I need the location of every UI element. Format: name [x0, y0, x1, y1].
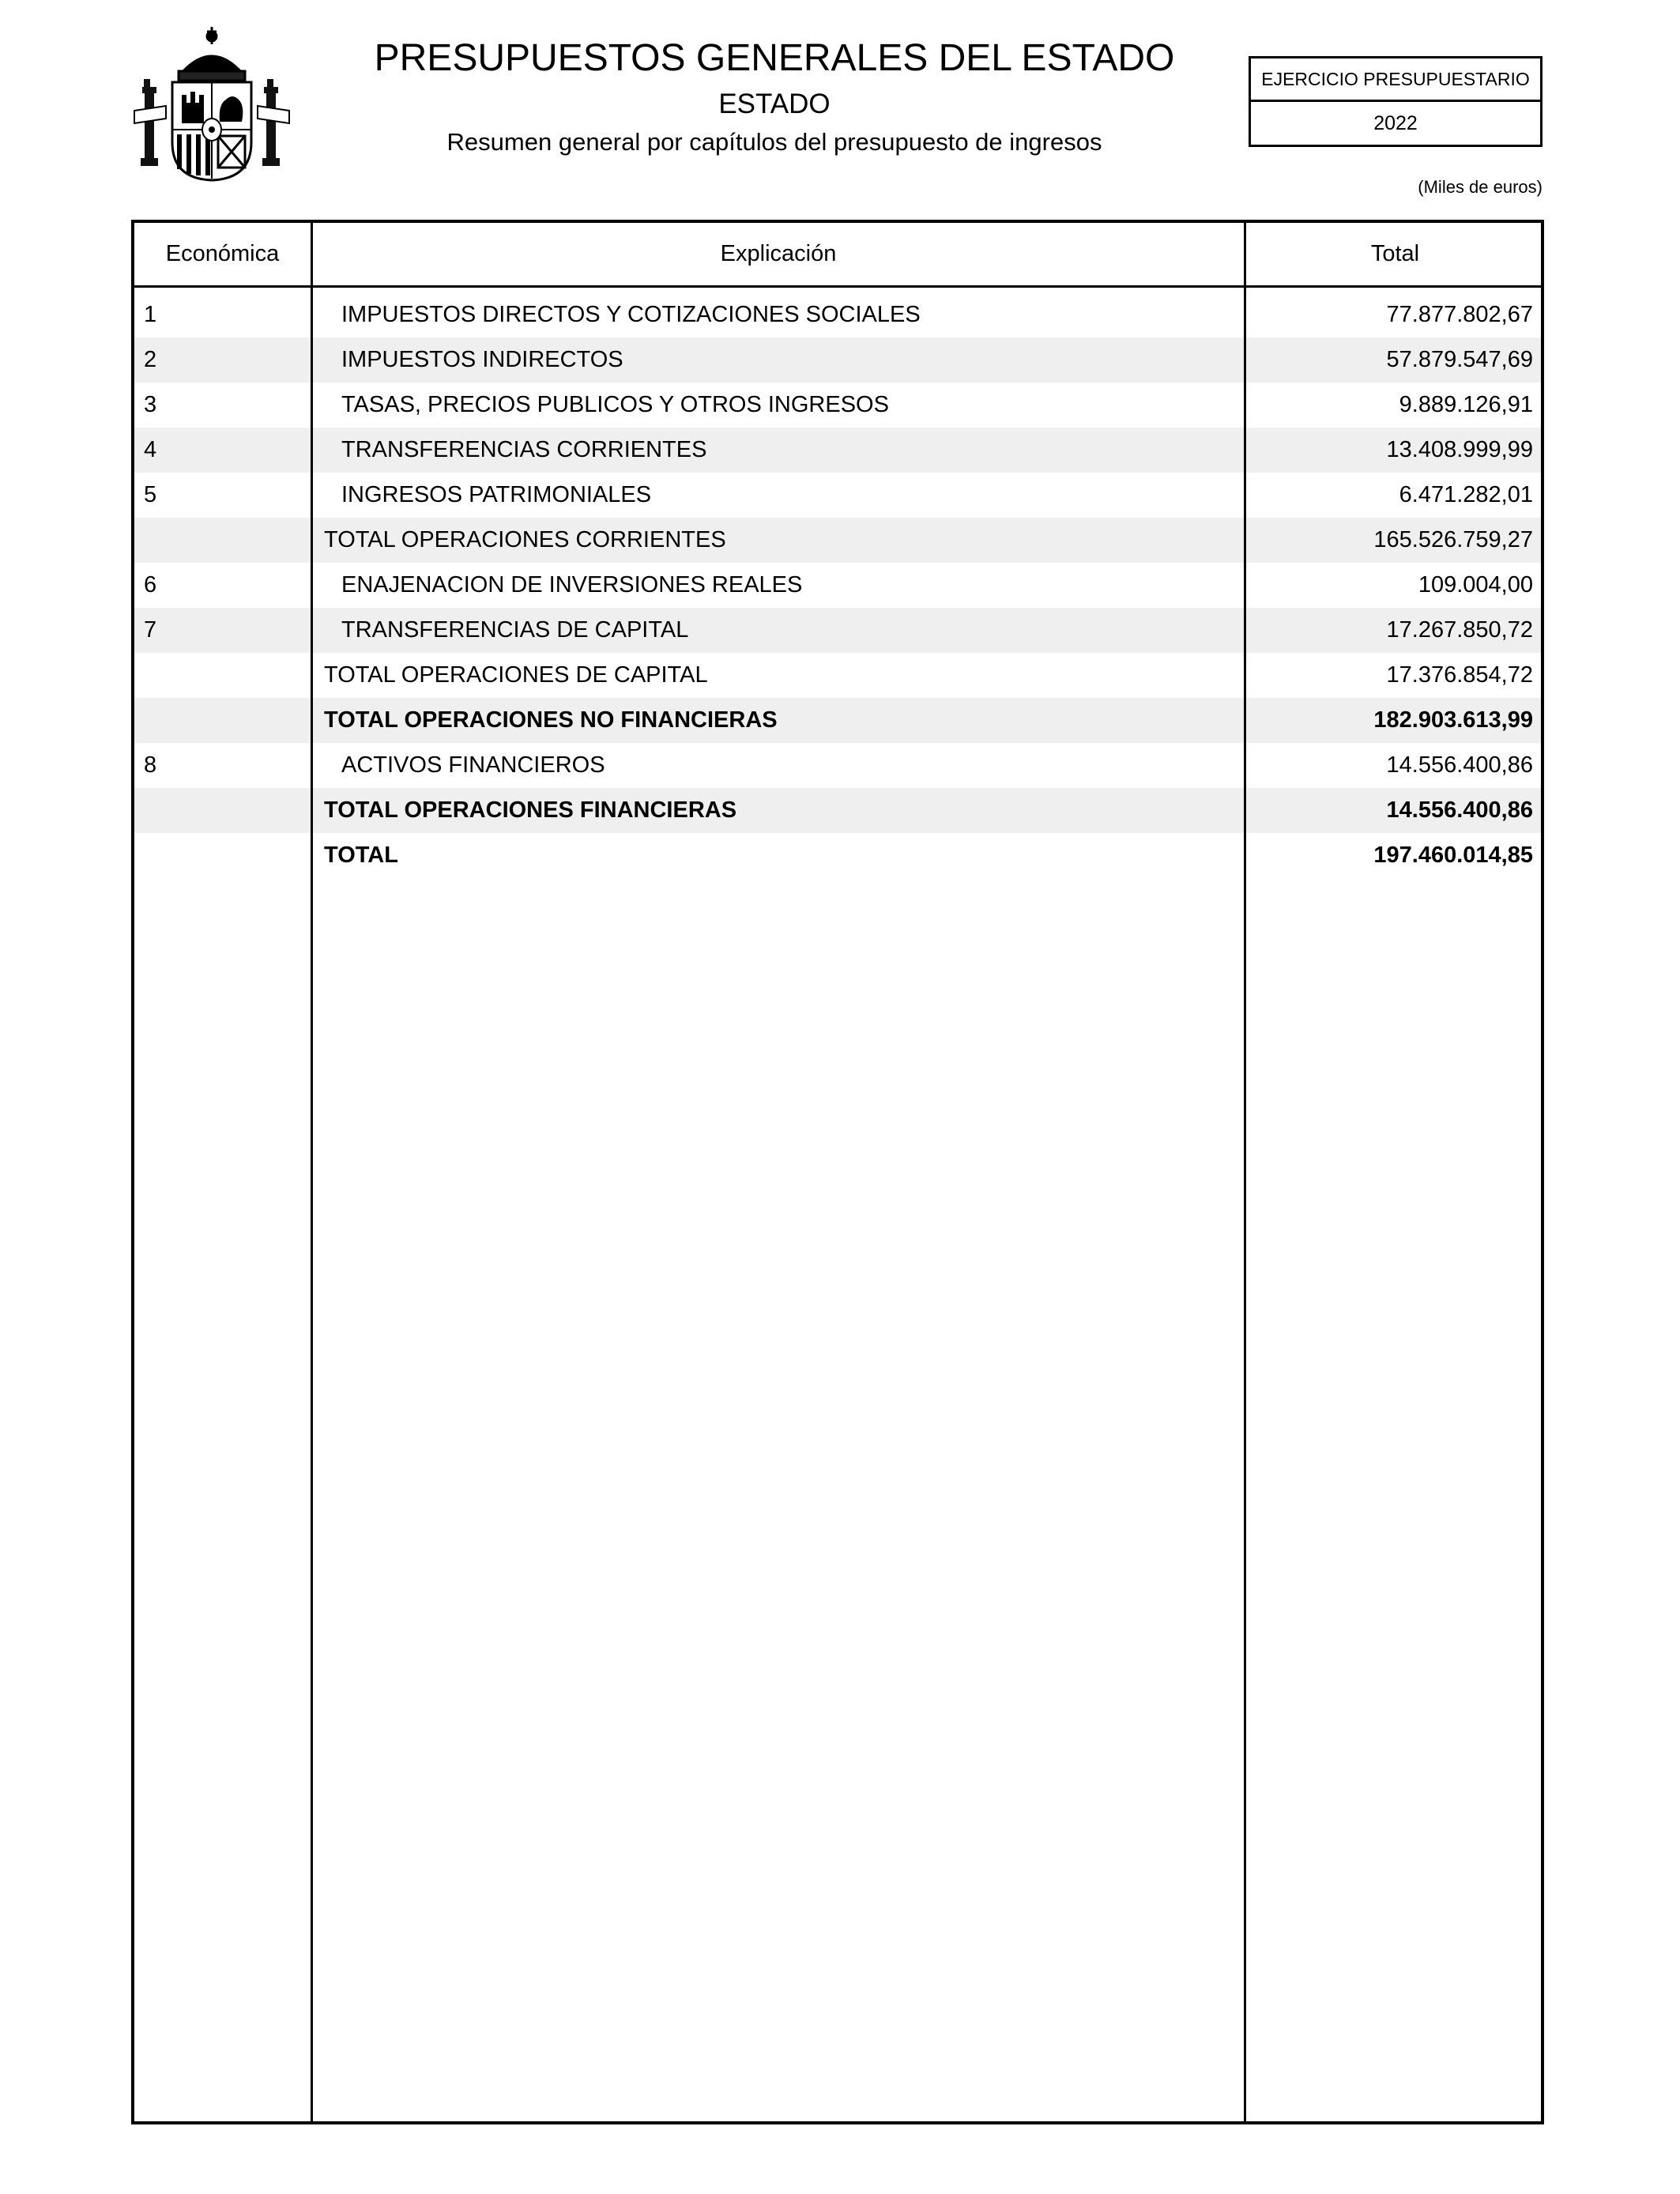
table-row — [134, 653, 1541, 698]
row-amount: 9.889.126,91 — [1399, 392, 1533, 417]
row-label: INGRESOS PATRIMONIALES — [341, 482, 652, 507]
column-header-economica: Económica — [165, 241, 280, 266]
row-code — [144, 518, 302, 563]
row-code — [144, 788, 302, 833]
table-row — [134, 833, 1541, 878]
table-row — [134, 428, 1541, 473]
row-amount: 14.556.400,86 — [1386, 752, 1533, 778]
row-amount: 13.408.999,99 — [1386, 437, 1533, 462]
table-header — [134, 223, 1541, 288]
table-body — [134, 292, 1541, 878]
table-row — [134, 743, 1541, 788]
table-row — [134, 518, 1541, 563]
row-label: TRANSFERENCIAS DE CAPITAL — [341, 617, 689, 643]
row-code: 2 — [144, 347, 157, 372]
table-row — [134, 608, 1541, 653]
row-amount: 165.526.759,27 — [1373, 527, 1533, 552]
column-divider — [311, 223, 313, 2121]
table-row — [134, 292, 1541, 337]
row-code: 5 — [144, 482, 157, 507]
fiscal-year-box — [1249, 56, 1543, 147]
row-label: TOTAL OPERACIONES DE CAPITAL — [324, 662, 708, 688]
row-label: TRANSFERENCIAS CORRIENTES — [341, 437, 707, 462]
row-code — [144, 698, 302, 743]
column-divider — [1244, 223, 1246, 2121]
column-header-explicacion: Explicación — [720, 241, 837, 266]
document-description: Resumen general por capítulos del presupuesto de ingresos — [446, 128, 1102, 156]
column-header-total: Total — [1370, 241, 1420, 266]
row-amount: 6.471.282,01 — [1399, 482, 1533, 507]
row-code: 8 — [144, 752, 157, 778]
table-row — [134, 563, 1541, 608]
document-title: PRESUPUESTOS GENERALES DEL ESTADO — [374, 37, 1175, 79]
row-code: 3 — [144, 392, 157, 417]
row-amount: 14.556.400,86 — [1386, 797, 1533, 823]
row-amount: 57.879.547,69 — [1386, 347, 1533, 372]
table-row — [134, 473, 1541, 518]
fiscal-year-value: 2022 — [1373, 112, 1418, 134]
row-code: 6 — [144, 572, 157, 598]
document-subtitle: ESTADO — [718, 89, 831, 119]
table-row — [134, 698, 1541, 743]
row-label: IMPUESTOS DIRECTOS Y COTIZACIONES SOCIALES — [341, 302, 921, 327]
row-label: ENAJENACION DE INVERSIONES REALES — [341, 572, 803, 598]
row-label: ACTIVOS FINANCIEROS — [341, 752, 605, 778]
row-label: TOTAL OPERACIONES FINANCIERAS — [324, 797, 737, 823]
budget-table — [131, 220, 1544, 2124]
units-note: (Miles de euros) — [1418, 177, 1543, 197]
row-label: TOTAL OPERACIONES NO FINANCIERAS — [324, 707, 778, 733]
row-label: TOTAL — [324, 843, 398, 868]
table-row — [134, 383, 1541, 428]
row-label: TASAS, PRECIOS PUBLICOS Y OTROS INGRESOS — [341, 392, 889, 417]
row-amount: 182.903.613,99 — [1373, 707, 1533, 733]
row-code: 4 — [144, 437, 157, 462]
row-label: IMPUESTOS INDIRECTOS — [341, 347, 623, 372]
table-row — [134, 788, 1541, 833]
row-amount: 109.004,00 — [1418, 572, 1533, 598]
coat-of-arms-icon — [133, 24, 291, 182]
row-amount: 17.267.850,72 — [1386, 617, 1533, 643]
row-amount: 197.460.014,85 — [1373, 843, 1533, 868]
row-amount: 77.877.802,67 — [1386, 302, 1533, 327]
row-code — [144, 653, 302, 698]
table-row — [134, 337, 1541, 383]
row-amount: 17.376.854,72 — [1386, 662, 1533, 688]
fiscal-year-label: EJERCICIO PRESUPUESTARIO — [1251, 58, 1540, 102]
row-code: 1 — [144, 302, 157, 327]
row-label: TOTAL OPERACIONES CORRIENTES — [324, 527, 726, 552]
row-code — [144, 833, 302, 878]
row-code: 7 — [144, 617, 157, 643]
